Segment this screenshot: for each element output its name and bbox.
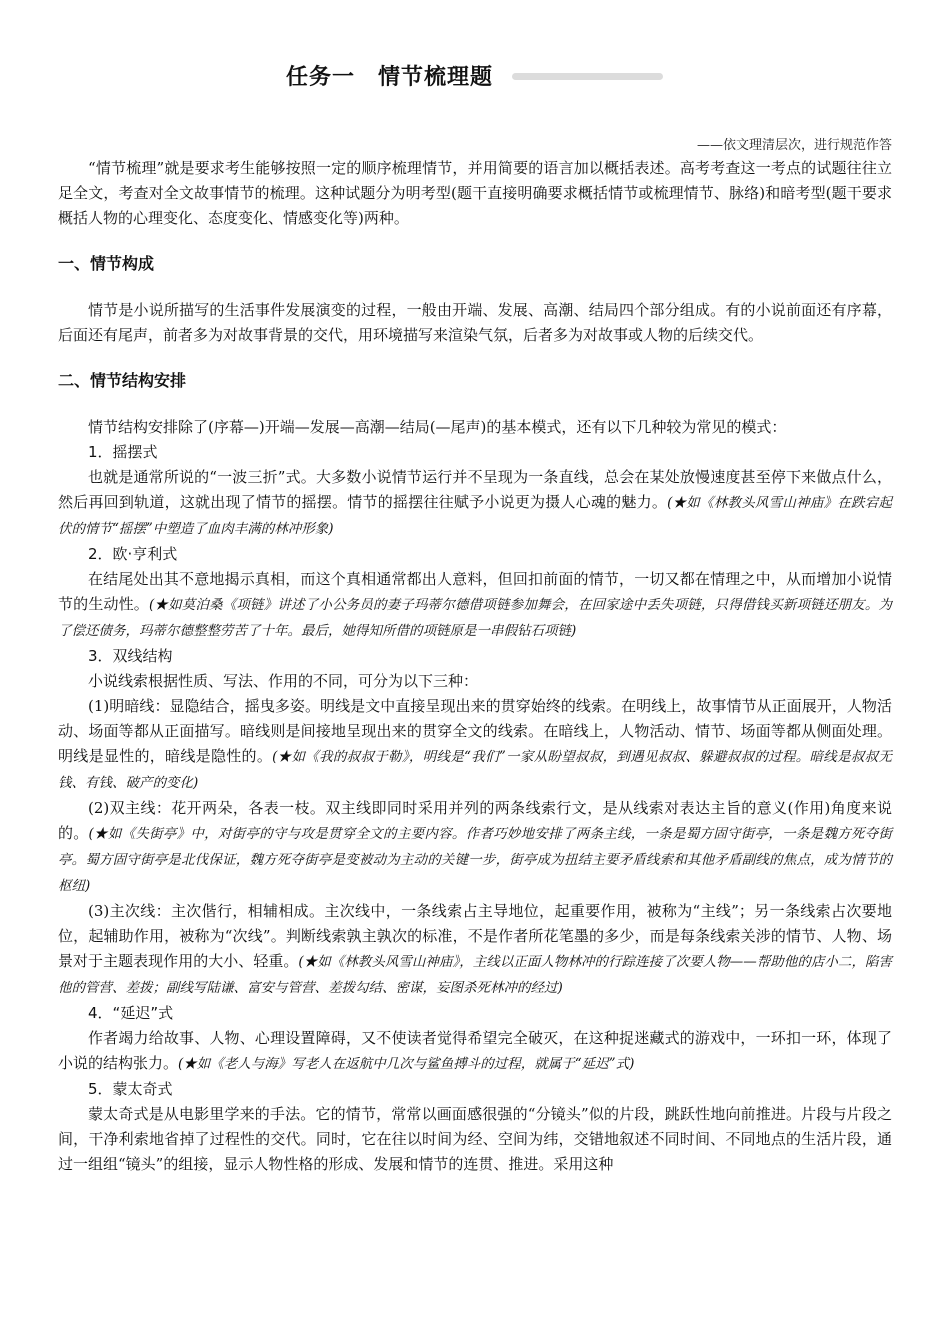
mode-2-example: (★如莫泊桑《项链》讲述了小公务员的妻子玛蒂尔德借项链参加舞会，在回家途中丢失项链，只得借钱买新项链还朋友。为了偿还债务，玛蒂尔德整整劳苦了十年。最后，她得知所借的项链原是一串假钻石项链): [58, 597, 892, 639]
mode-4-paragraph: [58, 1026, 892, 1077]
mode-3a-paragraph: [58, 694, 892, 796]
mode-3-title: 3．双线结构: [88, 647, 173, 665]
motto: ——依文理清层次，进行规范作答: [696, 138, 892, 153]
mode-3c-text: (3)主次线：主次偕行，相辅相成。主次线中，一条线索占主导地位，起重要作用，被称为“主线”；另一条线索占次要地位，起辅助作用，被称为“次线”。判断线索孰主孰次的标准，不是作者所花笔墨的多少，而是每条线索关涉的情节、人物、场景对于主题表现作用的大小、轻重。: [58, 902, 892, 970]
mode-3a-example: (★如《我的叔叔于勒》，明线是“我们”一家从盼望叔叔，到遇见叔叔、躲避叔叔的过程。暗线是叔叔无钱、有钱、破产的变化): [58, 749, 892, 791]
mode-3c-example: (★如《林教头风雪山神庙》，主线以正面人物林冲的行踪连接了次要人物——帮助他的店小二，陷害他的管营、差拨；副线写陆谦、富安与管营、差拨勾结、密谋，妄图杀死林冲的经过): [58, 954, 892, 996]
spacer: [58, 231, 892, 251]
document-body: [58, 156, 892, 1177]
mode-5-title: 5．蒙太奇式: [88, 1080, 173, 1098]
mode-3-intro: 小说线索根据性质、写法、作用的不同，可分为以下三种：: [88, 672, 479, 690]
mode-4-text: 作者竭力给故事、人物、心理设置障碍，又不使读者觉得希望完全破灭，在这种捉迷藏式的游戏中，一环扣一环，体现了小说的结构张力。: [58, 1029, 892, 1072]
mode-5-paragraph: 蒙太奇式是从电影里学来的手法。它的情节，常常以画面感很强的“分镜头”似的片段，跳跃性地向前推进。片段与片段之间，干净利索地省掉了过程性的交代。同时，它在往以时间为经、空间为纬，交错地叙述不同时间、不同地点的生活片段，通过一组组“镜头”的组接，显示人物性格的形成、发展和情节的连贯、推进。采用这种: [58, 1105, 892, 1173]
mode-4-title: 4．“延迟”式: [88, 1004, 174, 1022]
mode-3b-paragraph: [58, 796, 892, 899]
mode-3b-text: (2)双主线：花开两朵，各表一枝。双主线即同时采用并列的两条线索行文，是从线索对表达主旨的意义(作用)角度来说的。: [58, 799, 892, 842]
mode-4-example: (★如《老人与海》写老人在返航中几次与鲨鱼搏斗的过程，就属于“延迟”式): [178, 1056, 635, 1072]
mode-1-title: 1．摇摆式: [88, 443, 158, 461]
section2-intro: 情节结构安排除了(序幕—)开端—发展—高潮—结局(—尾声)的基本模式，还有以下几种较为常见的模式：: [88, 418, 787, 436]
mode-1-text: 也就是通常所说的“一波三折”式。大多数小说情节运行并不呈现为一条直线，总会在某处放慢速度甚至停下来做点什么，然后再回到轨道，这就出现了情节的摇摆。情节的摇摆往往赋予小说更为摄人心魂的魅力。: [58, 468, 892, 511]
page-title: 任务一 情节梳理题: [286, 65, 494, 90]
title-row: [0, 60, 950, 100]
section-heading-2: 二、情节结构安排: [58, 371, 187, 390]
section1-paragraph: 情节是小说所描写的生活事件发展演变的过程，一般由开端、发展、高潮、结局四个部分组成。有的小说前面还有序幕，后面还有尾声，前者多为对故事背景的交代，用环境描写来渲染气氛，后者多为对故事或人物的后续交代。: [58, 301, 892, 344]
mode-1-paragraph: [58, 465, 892, 542]
spacer: [58, 276, 892, 298]
mode-2-text: 在结尾处出其不意地揭示真相，而这个真相通常都出人意料，但回扣前面的情节，一切又都在情理之中，从而增加小说情节的生动性。: [58, 570, 892, 613]
mode-2-title: 2．欧·亨利式: [88, 545, 178, 563]
mode-1-example: (★如《林教头风雪山神庙》在跌宕起伏的情节“摇摆”中塑造了血肉丰满的林冲形象): [58, 495, 892, 537]
section-heading-1: 一、情节构成: [58, 254, 155, 273]
intro-paragraph: “情节梳理”就是要求考生能够按照一定的顺序梳理情节，并用简要的语言加以概括表述。高考考查这一考点的试题往往立足全文，考查对全文故事情节的梳理。这种试题分为明考型(题干直接明确要求概括情节或梳理情节、脉络)和暗考型(题干要求概括人物的心理变化、态度变化、情感变化等)两种。: [58, 159, 892, 227]
spacer: [58, 393, 892, 415]
mode-2-paragraph: [58, 567, 892, 644]
title-decoration-bar: [512, 73, 663, 80]
mode-3c-paragraph: [58, 899, 892, 1001]
mode-3a-text: (1)明暗线：显隐结合，摇曳多姿。明线是文中直接呈现出来的贯穿始终的线索。在明线上，故事情节从正面展开，人物活动、场面等都从正面描写。暗线则是间接地呈现出来的贯穿全文的线索。在暗线上，人物活动、情节、场面等都从侧面处理。明线是显性的，暗线是隐性的。: [58, 697, 892, 765]
mode-3b-example: (★如《失街亭》中，对街亭的守与攻是贯穿全文的主要内容。作者巧妙地安排了两条主线，一条是蜀方固守街亭，一条是魏方死夺街亭。蜀方固守街亭是北伐保证，魏方死夺街亭是变被动为主动的关键一步，街亭成为扭结主要矛盾线索和其他矛盾副线的焦点，成为情节的枢纽): [58, 826, 892, 894]
spacer: [58, 348, 892, 368]
